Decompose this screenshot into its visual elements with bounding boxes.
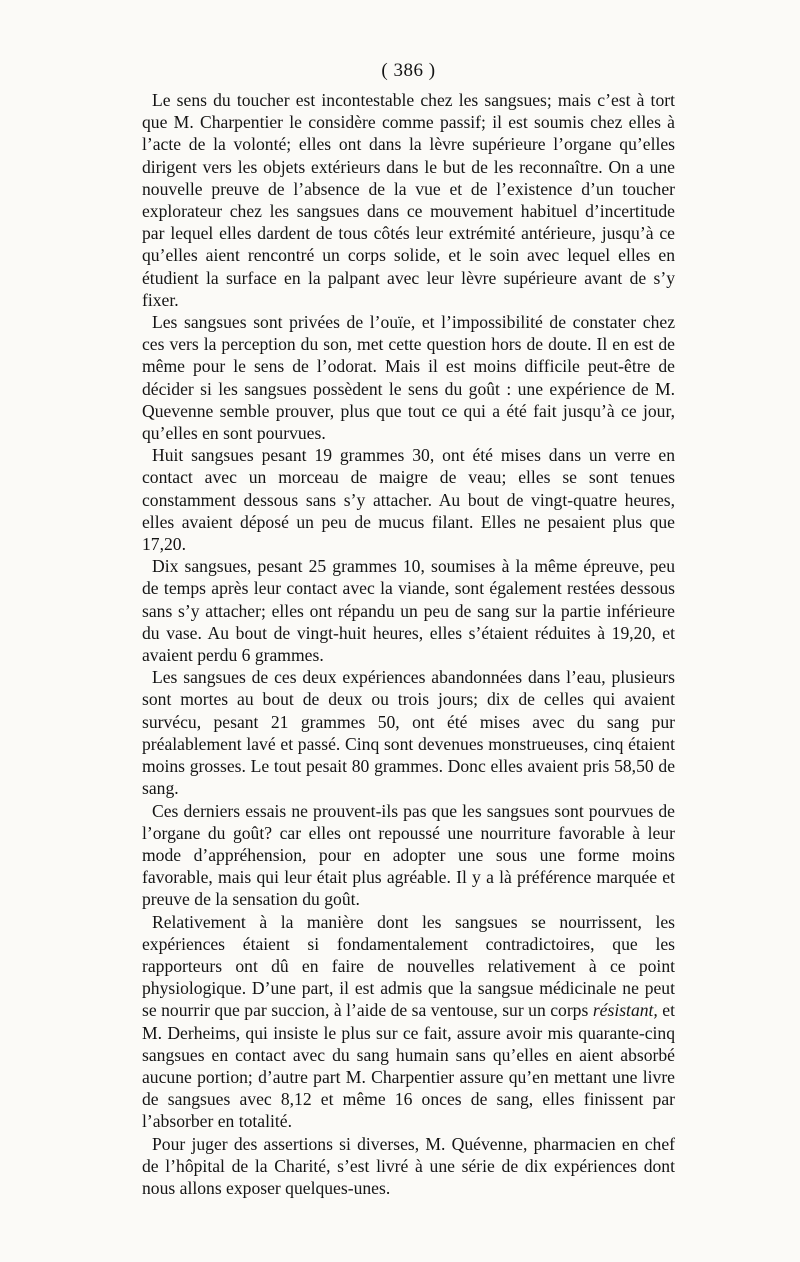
paragraph-feeding-contradictions — [142, 911, 675, 1133]
page-number: ( 386 ) — [381, 60, 436, 81]
paragraph-taste-conclusion: Ces derniers essais ne prouvent-ils pas que les sangsues sont pourvues de l’organe du goût? car elles ont repoussé une nourriture favorable à leur mode d’appréhension, pour en adopter une sous une forme moins favorable, mais qui leur était plus agréable. Il y a là préférence marquée et preuve de la sensation du goût. — [142, 800, 675, 910]
paragraph-hearing-smell-taste: Les sangsues sont privées de l’ouïe, et l’impossibilité de constater chez ces vers la perception du son, met cette question hors de doute. Il en est de même pour le sens de l’odorat. Mais il est moins difficile peut-être de décider si les sangsues possèdent le sens du goût : une expérience de M. Quevenne semble prouver, plus que tout ce qui a été fait jusqu’à ce jour, qu’elles en sont pourvues. — [142, 312, 675, 444]
emphasis-resistant: résistant, — [592, 1000, 658, 1021]
paragraph-experiment-ten-leeches: Dix sangsues, pesant 25 grammes 10, soumises à la même épreuve, peu de temps après leur contact avec la viande, sont également restées dessous sans s’y attacher; elles ont répandu un peu de sang sur la partie inférieure du vase. Au bout de vingt-huit heures, elles s’étaient réduites à 19,20, et avaient perdu 6 grammes. — [142, 556, 675, 666]
book-page — [142, 58, 675, 1199]
paragraph-quevenne-experiments: Pour juger des assertions si diverses, M. Quévenne, pharmacien en chef de l’hôpital de la Charité, s’est livré à une série de dix expériences dont nous allons exposer quelques-unes. — [142, 1133, 675, 1198]
paragraph-touch: Le sens du toucher est incontestable chez les sangsues; mais c’est à tort que M. Charpentier le considère comme passif; il est soumis chez elles à l’acte de la volonté; elles ont dans la lèvre supérieure l’organe qu’elles dirigent vers les objets extérieurs dans le but de les reconnaître. On a une nouvelle preuve de l’absence de la vue et de l’existence d’un toucher explorateur chez les sangsues dans ce mouvement habituel d’incertitude par lequel elles dardent de tous côtés leur extrémité antérieure, jusqu’à ce qu’elles aient rencontré un corps solide, et le soin avec lequel elles en étudient la surface en la palpant avec leur lèvre supérieure avant de s’y fixer. — [142, 90, 675, 310]
paragraph-feeding-continuation: et M. Derheims, qui insiste le plus sur ce fait, assure avoir mis quarante-cinq sangsues en contact avec du sang humain sans qu’elles en aient absorbé aucune portion; d’autre part M. Charpentier assure qu’en mettant une livre de sangsues avec 8,12 et même 16 onces de sang, elles finissent par l’absorber en totalité. — [142, 1000, 675, 1132]
paragraph-experiment-eight-leeches: Huit sangsues pesant 19 grammes 30, ont été mises dans un verre en contact avec un morceau de maigre de veau; elles se sont tenues constamment dessous sans s’y attacher. Au bout de vingt-quatre heures, elles avaient déposé un peu de mucus filant. Elles ne pesaient plus que 17,20. — [142, 445, 675, 555]
paragraph-survivors-blood: Les sangsues de ces deux expériences abandonnées dans l’eau, plusieurs sont mortes au bout de deux ou trois jours; dix de celles qui avaient survécu, pesant 21 grammes 50, ont été mises avec du sang pur préalablement lavé et passé. Cinq sont devenues monstrueuses, cinq étaient moins grosses. Le tout pesait 80 grammes. Donc elles avaient pris 58,50 de sang. — [142, 667, 675, 799]
paragraph-feeding-text: Relativement à la manière dont les sangsues se nourrissent, les expériences étaient si fondamentalement contradictoires, que les rapporteurs ont dû en faire de nouvelles relativement à ce point physiologique. D’une part, il est admis que la sangsue médicinale ne peut se nourrir que par succion, à l’aide de sa ventouse, sur un corps — [142, 911, 675, 1021]
